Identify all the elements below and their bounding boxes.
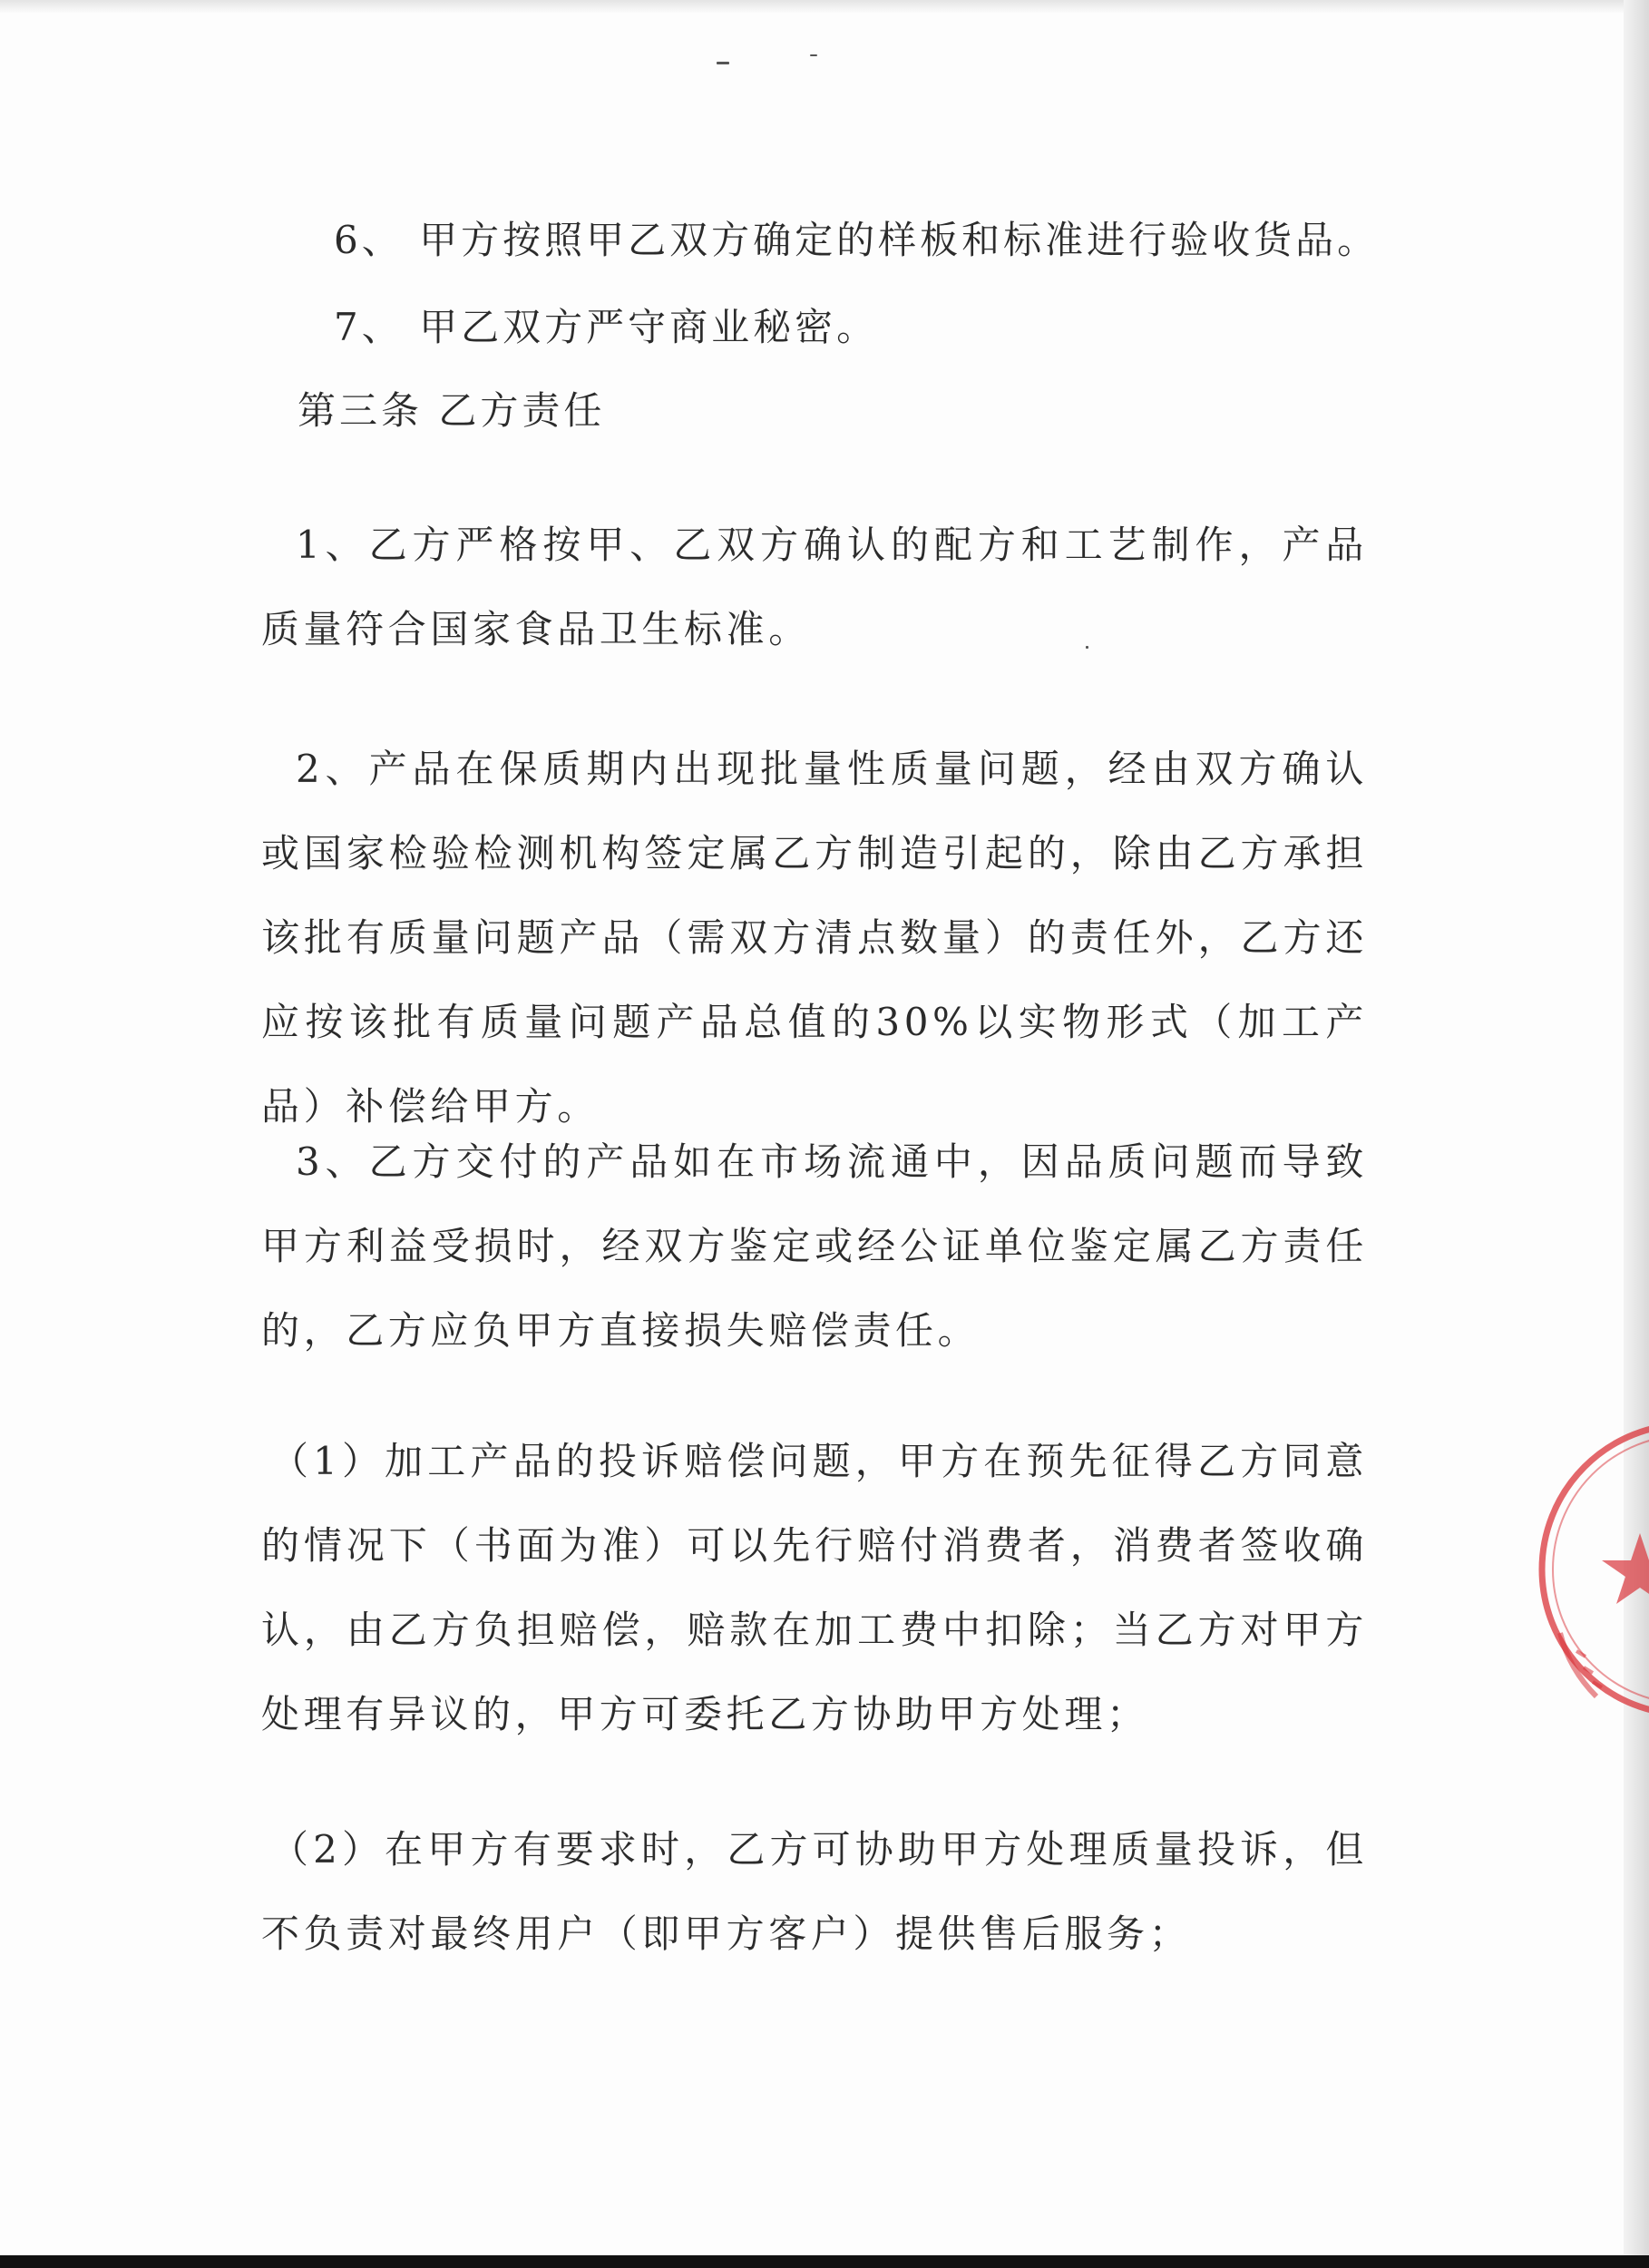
clause-1: 1、乙方严格按甲、乙双方确认的配方和工艺制作，产品质量符合国家食品卫生标准。 [261, 523, 1368, 651]
scan-speck [810, 54, 817, 56]
scan-edge-bottom [0, 2255, 1649, 2268]
scan-speck [717, 62, 729, 64]
item-7: 7、 甲乙双方严守商业秘密。 [334, 305, 879, 349]
sub-clause-2: （2）在甲方有要求时，乙方可协助甲方处理质量投诉，但不负责对最终用户（即甲方客户）提供售后服务； [261, 1827, 1368, 1956]
clause-3: 3、乙方交付的产品如在市场流通中，因品质问题而导致甲方利益受损时，经双方鉴定或经公证单位鉴定属乙方责任的，乙方应负甲方直接损失赔偿责任。 [261, 1139, 1368, 1353]
scan-edge-right [1624, 0, 1649, 2268]
article-3-title: 第三条 乙方责任 [298, 388, 606, 433]
red-seal-stamp [1533, 1379, 1649, 1760]
scan-edge-top [0, 0, 1649, 13]
item-6: 6、 甲方按照甲乙双方确定的样板和标准进行验收货品。 [334, 218, 1380, 262]
sub-clause-1: （1）加工产品的投诉赔偿问题，甲方在预先征得乙方同意的情况下（书面为准）可以先行赔付消费者，消费者签收确认，由乙方负担赔偿，赔款在加工费中扣除；当乙方对甲方处理有异议的，甲方可委托乙方协助甲方处理； [261, 1439, 1368, 1736]
clause-2: 2、产品在保质期内出现批量性质量问题，经由双方确认或国家检验检测机构签定属乙方制造引起的，除由乙方承担该批有质量问题产品（需双方清点数量）的责任外，乙方还应按该批有质量问题产品总值的30%以实物形式（加工产品）补偿给甲方。 [261, 747, 1368, 1129]
